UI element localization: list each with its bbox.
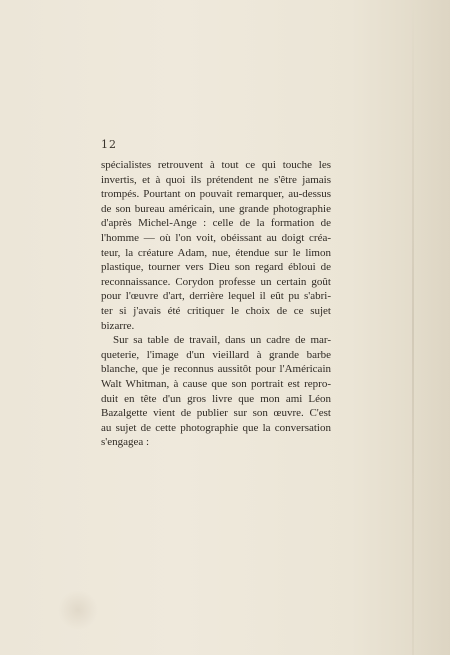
text-line: teur, la créature Adam, nue, étendue sur le limon [101, 246, 331, 259]
text-line: ter si j'avais été critiquer le choix de ce sujet [101, 304, 331, 317]
text-line: d'après Michel-Ange : celle de la formation de [101, 217, 331, 230]
body-text [101, 158, 331, 450]
text-line: au sujet de cette photographie que la conversation [101, 421, 331, 434]
text-line: l'homme — où l'on voit, obéissant au doigt créa- [101, 231, 331, 244]
text-line: bizarre. [101, 319, 135, 332]
text-line: queterie, l'image d'un vieillard à grande barbe [101, 348, 331, 361]
text-line: plastique, tourner vers Dieu son regard ébloui de [101, 261, 331, 274]
paragraph-2 [101, 333, 331, 450]
text-line: Bazalgette vient de publier sur son œuvre. C'est [101, 407, 331, 420]
text-line: s'engagea : [101, 436, 150, 449]
paragraph-1 [101, 158, 331, 333]
text-line: de son bureau américain, une grande photographie [101, 202, 331, 215]
text-line: trompés. Pourtant on pouvait remarquer, au-dessus [101, 188, 331, 201]
text-line: blanche, que je reconnus aussitôt pour l'Américain [101, 363, 331, 376]
page-number: 12 [101, 138, 117, 151]
text-line: pour l'œuvre d'art, derrière lequel il eût pu s'abri- [101, 290, 331, 303]
text-line: reconnaissance. Corydon professe un certain goût [101, 275, 331, 288]
text-line: duit en tête d'un gros livre que mon ami Léon [101, 392, 331, 405]
text-line: spécialistes retrouvent à tout ce qui touche les [101, 159, 331, 171]
text-line: Sur sa table de travail, dans un cadre de mar- [113, 334, 331, 347]
text-line: invertis, et à quoi ils prétendent ne s'être jamais [101, 173, 331, 186]
page-fold-shadow [412, 0, 414, 655]
paper-stain [58, 590, 98, 630]
text-line: Walt Whitman, à cause que son portrait est repro- [101, 377, 331, 390]
